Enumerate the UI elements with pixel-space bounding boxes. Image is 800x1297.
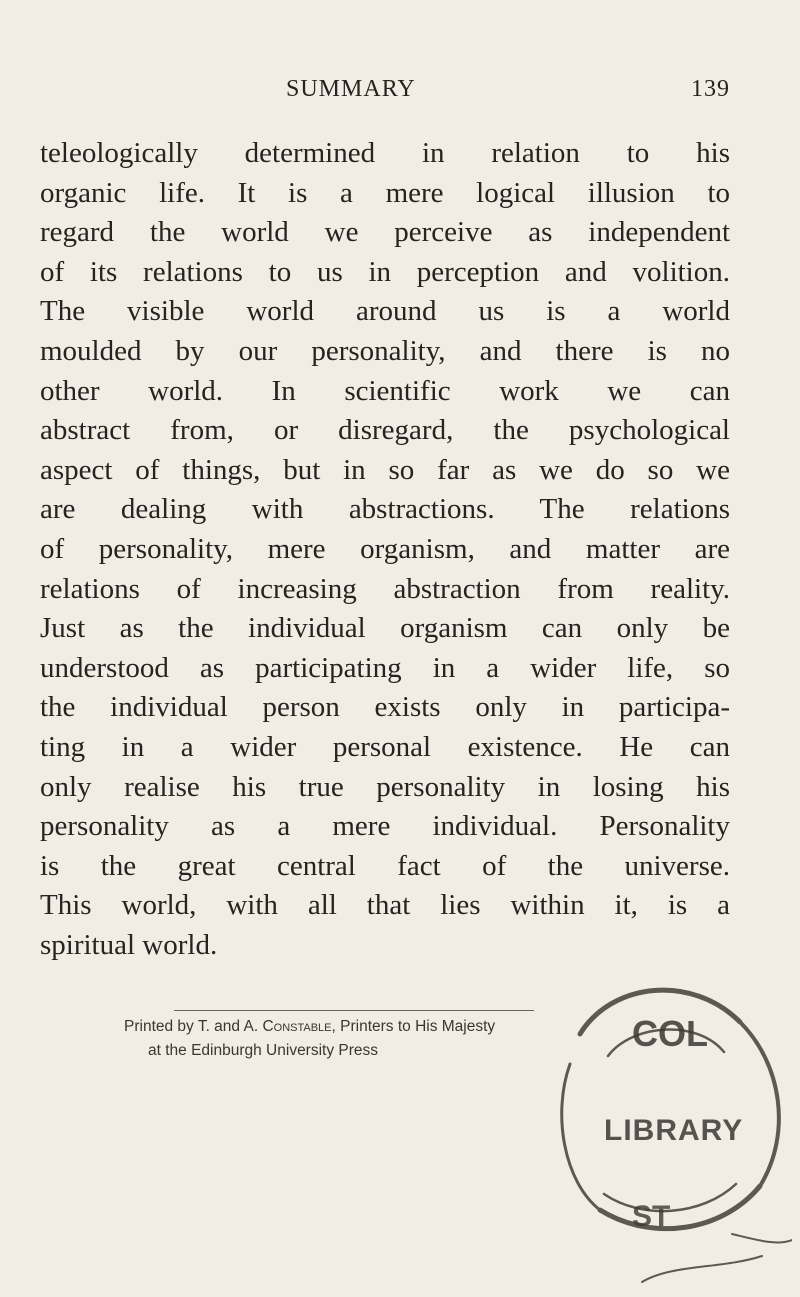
text-line: of its relations to us in perception and volition. [40, 255, 730, 288]
text-line: is the great central fact of the universe. [40, 849, 730, 882]
text-line: teleologically determined in relation to his [40, 137, 730, 169]
stamp-bottom-text: ST [632, 1200, 671, 1233]
text-line: other world. In scientific work we can [40, 374, 730, 407]
text-line: moulded by our personality, and there is no [40, 334, 730, 367]
running-title: SUMMARY [286, 76, 416, 102]
text-line: spiritual world. [40, 928, 218, 961]
text-line: The visible world around us is a world [40, 295, 730, 328]
stamp-top-text: COL [632, 1013, 708, 1054]
imprint-rule [174, 1010, 534, 1011]
printer-name: Constable [262, 1018, 332, 1035]
stamp-outline-left [562, 1064, 600, 1210]
text-line: relations of increasing abstraction from reality. [40, 572, 730, 605]
text-line: understood as participating in a wider life, so [40, 651, 730, 684]
stamp-smudge [642, 1256, 762, 1282]
stamp-middle-text: LIBRARY [604, 1114, 744, 1147]
imprint-line-2: at the Edinburgh University Press [148, 1042, 379, 1059]
text-line: are dealing with abstractions. The relations [40, 493, 730, 526]
text-line: organic life. It is a mere logical illusion to [40, 176, 730, 209]
stamp-outline-right [740, 1022, 779, 1186]
text-line: ting in a wider personal existence. He can [40, 730, 730, 763]
text-line: the individual person exists only in participa- [40, 691, 730, 724]
library-stamp [492, 964, 792, 1284]
text-line: regard the world we perceive as independent [40, 216, 730, 249]
stamp-outline-bottom [600, 1186, 760, 1229]
imprint-line-1: Printed by T. and A. Constable, Printers to His Majesty [124, 1018, 496, 1035]
text-line: abstract from, or disregard, the psychological [40, 414, 730, 447]
text-line: of personality, mere organism, and matter are [40, 532, 730, 565]
body-paragraph [40, 134, 730, 965]
running-header [40, 76, 730, 110]
stamp-smudge [732, 1234, 792, 1242]
text-line: Just as the individual organism can only be [40, 612, 730, 645]
text-line: aspect of things, but in so far as we do so we [40, 453, 730, 486]
page-number: 139 [691, 76, 730, 102]
text-line: only realise his true personality in losing his [40, 770, 730, 803]
text-line: This world, with all that lies within it, is a [40, 889, 730, 922]
text-line: personality as a mere individual. Personality [40, 810, 730, 843]
